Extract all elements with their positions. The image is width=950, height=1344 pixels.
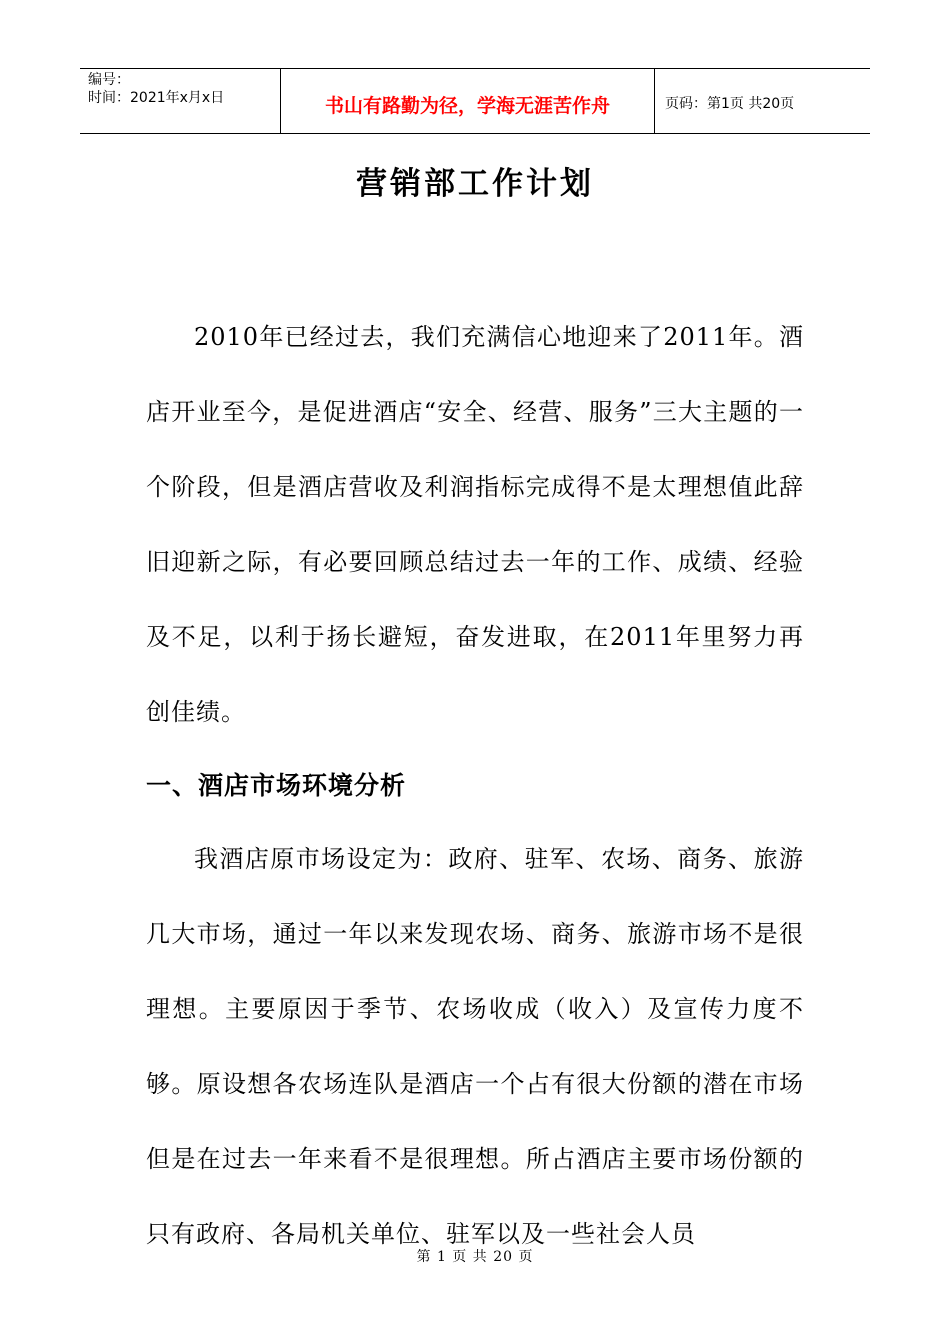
document-date: 时间：2021年x月x日: [88, 90, 225, 106]
header-table: [80, 68, 870, 134]
header-page-cell: [655, 69, 870, 133]
document-title: 营销部工作计划: [356, 166, 594, 202]
document-number-label: 编号：: [88, 72, 130, 88]
header-meta-cell: [80, 69, 281, 133]
header-motto-cell: [281, 69, 655, 133]
section-paragraph: 我酒店原市场设定为：政府、驻军、农场、商务、旅游几大市场，通过一年以来发现农场、商务、旅游市场不是很理想。主要原因于季节、农场收成（收入）及宣传力度不够。原设想各农场连队是酒店一个占有很大份额的潜在市场但是在过去一年来看不是很理想。所占酒店主要市场份额的只有政府、各局机关单位、驻军以及一些社会人员: [146, 845, 804, 1248]
page-number-info: 页码：第1页 共20页: [665, 96, 795, 112]
document-body: [146, 300, 804, 1272]
section-heading: 一、酒店市场环境分析: [146, 771, 407, 800]
page-footer: 第 1 页 共 20 页: [416, 1249, 534, 1265]
motto-text: 书山有路勤为径，学海无涯苦作舟: [324, 94, 610, 117]
intro-paragraph: 2010年已经过去，我们充满信心地迎来了2011年。酒店开业至今，是促进酒店“安全、经营、服务”三大主题的一个阶段，但是酒店营收及利润指标完成得不是太理想值此辞旧迎新之际，有必要回顾总结过去一年的工作、成绩、经验及不足，以利于扬长避短，奋发进取，在2011年里努力再创佳绩。: [146, 323, 804, 726]
